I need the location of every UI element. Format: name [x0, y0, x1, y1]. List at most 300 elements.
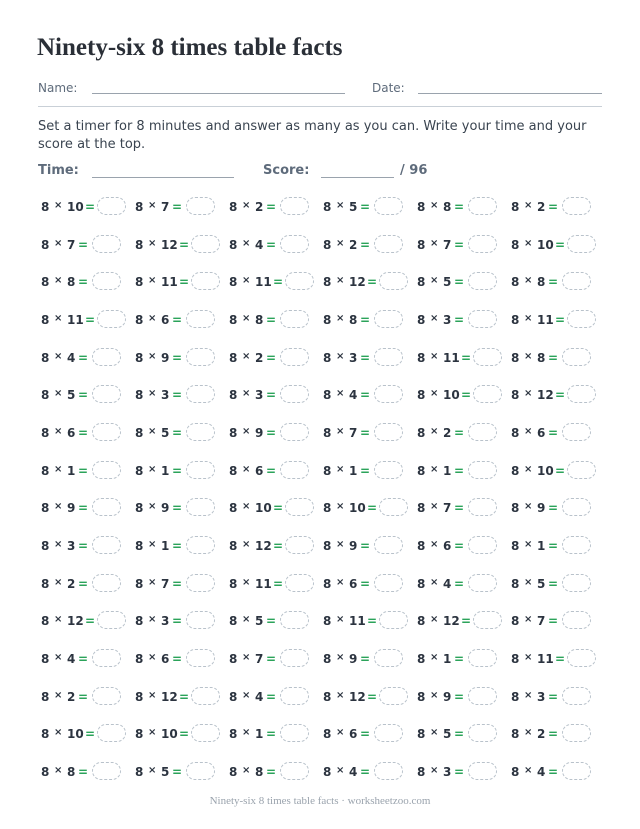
fact-multiplier: 9 [255, 426, 264, 440]
fact-multiplier: 7 [443, 501, 452, 515]
fact-multiplier: 1 [349, 464, 358, 478]
answer-box[interactable] [468, 197, 497, 215]
score-total: / 96 [400, 163, 428, 178]
fact-multiplier: 5 [255, 614, 264, 628]
fact-item [41, 308, 135, 332]
fact-multiplier: 2 [537, 200, 546, 214]
fact-multiplicand: 8 [417, 200, 426, 214]
answer-box[interactable] [562, 272, 591, 290]
times-sign: × [242, 727, 251, 738]
equals-sign: = [266, 727, 277, 741]
equals-sign: = [172, 200, 183, 214]
times-sign: × [336, 614, 345, 625]
fact-multiplicand: 8 [229, 765, 238, 779]
fact-multiplier: 4 [537, 765, 546, 779]
fact-multiplier: 7 [443, 238, 452, 252]
answer-box[interactable] [280, 235, 309, 253]
fact-item [41, 572, 135, 596]
times-sign: × [336, 727, 345, 738]
equals-sign: = [179, 690, 190, 704]
equals-sign: = [78, 577, 89, 591]
time-score-row [38, 162, 602, 182]
times-sign: × [524, 464, 533, 475]
fact-item [135, 534, 229, 558]
fact-item [511, 760, 605, 784]
name-field-line[interactable] [92, 93, 345, 94]
fact-item [229, 609, 323, 633]
fact-multiplicand: 8 [323, 539, 332, 553]
times-sign: × [242, 200, 251, 211]
fact-multiplier: 5 [161, 765, 170, 779]
fact-item [229, 722, 323, 746]
equals-sign: = [454, 539, 465, 553]
times-sign: × [430, 577, 439, 588]
facts-row [41, 270, 606, 294]
equals-sign: = [266, 464, 277, 478]
answer-box[interactable] [92, 574, 121, 592]
times-sign: × [430, 765, 439, 776]
fact-item [511, 496, 605, 520]
fact-multiplier: 12 [255, 539, 272, 553]
fact-item [135, 195, 229, 219]
answer-box[interactable] [468, 461, 497, 479]
answer-box[interactable] [186, 461, 215, 479]
fact-multiplicand: 8 [41, 351, 50, 365]
times-sign: × [430, 275, 439, 286]
equals-sign: = [360, 652, 371, 666]
answer-box[interactable] [97, 197, 126, 215]
fact-multiplier: 4 [443, 577, 452, 591]
fact-multiplier: 10 [67, 200, 84, 214]
fact-multiplier: 10 [67, 727, 84, 741]
facts-row [41, 685, 606, 709]
answer-box[interactable] [186, 649, 215, 667]
times-sign: × [148, 539, 157, 550]
answer-box[interactable] [280, 611, 309, 629]
fact-multiplicand: 8 [511, 275, 520, 289]
times-sign: × [524, 275, 533, 286]
fact-multiplicand: 8 [41, 539, 50, 553]
fact-item [417, 572, 511, 596]
answer-box[interactable] [562, 423, 591, 441]
fact-multiplicand: 8 [417, 577, 426, 591]
answer-box[interactable] [374, 461, 403, 479]
fact-multiplier: 4 [67, 351, 76, 365]
answer-box[interactable] [92, 498, 121, 516]
fact-multiplicand: 8 [323, 577, 332, 591]
fact-item [417, 685, 511, 709]
fact-multiplier: 4 [349, 765, 358, 779]
answer-box[interactable] [92, 272, 121, 290]
answer-box[interactable] [280, 385, 309, 403]
answer-box[interactable] [468, 762, 497, 780]
fact-multiplicand: 8 [417, 313, 426, 327]
fact-multiplier: 12 [443, 614, 460, 628]
times-sign: × [54, 464, 63, 475]
answer-box[interactable] [567, 235, 596, 253]
answer-box[interactable] [186, 536, 215, 554]
answer-box[interactable] [186, 348, 215, 366]
fact-multiplier: 2 [255, 200, 264, 214]
answer-box[interactable] [191, 272, 220, 290]
fact-item [417, 421, 511, 445]
answer-box[interactable] [374, 385, 403, 403]
answer-box[interactable] [186, 423, 215, 441]
answer-box[interactable] [186, 197, 215, 215]
answer-box[interactable] [92, 649, 121, 667]
fact-multiplier: 10 [443, 388, 460, 402]
fact-multiplier: 10 [161, 727, 178, 741]
fact-multiplier: 10 [349, 501, 366, 515]
answer-box[interactable] [186, 574, 215, 592]
fact-multiplier: 10 [537, 238, 554, 252]
answer-box[interactable] [468, 687, 497, 705]
times-sign: × [430, 426, 439, 437]
name-label: Name: [38, 81, 78, 95]
answer-box[interactable] [186, 498, 215, 516]
fact-multiplier: 3 [443, 313, 452, 327]
fact-item [323, 346, 417, 370]
fact-multiplicand: 8 [135, 765, 144, 779]
answer-box[interactable] [473, 611, 502, 629]
answer-box[interactable] [280, 461, 309, 479]
facts-row [41, 459, 606, 483]
equals-sign: = [266, 238, 277, 252]
facts-row [41, 233, 606, 257]
times-sign: × [524, 690, 533, 701]
fact-multiplicand: 8 [41, 577, 50, 591]
answer-box[interactable] [379, 498, 408, 516]
equals-sign: = [172, 765, 183, 779]
fact-multiplier: 4 [255, 690, 264, 704]
fact-multiplicand: 8 [229, 426, 238, 440]
score-field-line[interactable] [321, 177, 394, 178]
times-sign: × [148, 388, 157, 399]
answer-box[interactable] [97, 724, 126, 742]
answer-box[interactable] [562, 536, 591, 554]
equals-sign: = [367, 275, 378, 289]
answer-box[interactable] [567, 310, 596, 328]
times-sign: × [430, 690, 439, 701]
fact-multiplicand: 8 [41, 313, 50, 327]
fact-multiplicand: 8 [323, 501, 332, 515]
answer-box[interactable] [374, 762, 403, 780]
equals-sign: = [85, 200, 96, 214]
answer-box[interactable] [567, 461, 596, 479]
fact-multiplier: 7 [161, 577, 170, 591]
times-sign: × [242, 351, 251, 362]
answer-box[interactable] [374, 724, 403, 742]
times-sign: × [54, 727, 63, 738]
equals-sign: = [548, 200, 559, 214]
answer-box[interactable] [191, 724, 220, 742]
fact-multiplicand: 8 [135, 351, 144, 365]
answer-box[interactable] [468, 649, 497, 667]
times-sign: × [54, 501, 63, 512]
fact-item [511, 647, 605, 671]
fact-multiplier: 7 [537, 614, 546, 628]
fact-multiplicand: 8 [229, 652, 238, 666]
equals-sign: = [172, 501, 183, 515]
answer-box[interactable] [562, 762, 591, 780]
fact-multiplier: 1 [443, 652, 452, 666]
answer-box[interactable] [92, 423, 121, 441]
times-sign: × [336, 690, 345, 701]
answer-box[interactable] [280, 649, 309, 667]
answer-box[interactable] [92, 762, 121, 780]
fact-multiplier: 1 [161, 539, 170, 553]
fact-multiplier: 3 [161, 614, 170, 628]
equals-sign: = [367, 690, 378, 704]
equals-sign: = [360, 351, 371, 365]
fact-item [417, 308, 511, 332]
equals-sign: = [548, 351, 559, 365]
fact-item [511, 270, 605, 294]
times-sign: × [336, 238, 345, 249]
answer-box[interactable] [280, 348, 309, 366]
answer-box[interactable] [379, 611, 408, 629]
fact-multiplicand: 8 [417, 275, 426, 289]
fact-multiplicand: 8 [229, 275, 238, 289]
equals-sign: = [555, 388, 566, 402]
fact-multiplicand: 8 [229, 577, 238, 591]
equals-sign: = [360, 539, 371, 553]
fact-multiplicand: 8 [41, 275, 50, 289]
fact-multiplicand: 8 [323, 275, 332, 289]
answer-box[interactable] [97, 611, 126, 629]
fact-multiplicand: 8 [417, 727, 426, 741]
facts-row [41, 760, 606, 784]
times-sign: × [430, 388, 439, 399]
answer-box[interactable] [374, 235, 403, 253]
fact-item [135, 647, 229, 671]
equals-sign: = [266, 388, 277, 402]
equals-sign: = [454, 765, 465, 779]
fact-multiplier: 11 [67, 313, 84, 327]
facts-row [41, 647, 606, 671]
answer-box[interactable] [562, 348, 591, 366]
fact-item [229, 760, 323, 784]
fact-multiplicand: 8 [41, 200, 50, 214]
fact-multiplicand: 8 [41, 614, 50, 628]
times-sign: × [148, 690, 157, 701]
fact-multiplicand: 8 [417, 501, 426, 515]
times-sign: × [336, 464, 345, 475]
fact-item [229, 233, 323, 257]
answer-box[interactable] [285, 498, 314, 516]
fact-item [41, 421, 135, 445]
fact-multiplicand: 8 [41, 652, 50, 666]
fact-multiplier: 6 [67, 426, 76, 440]
answer-box[interactable] [374, 423, 403, 441]
times-sign: × [524, 238, 533, 249]
answer-box[interactable] [468, 272, 497, 290]
answer-box[interactable] [186, 385, 215, 403]
answer-box[interactable] [285, 536, 314, 554]
fact-multiplicand: 8 [511, 539, 520, 553]
answer-box[interactable] [374, 348, 403, 366]
answer-box[interactable] [562, 197, 591, 215]
fact-item [417, 760, 511, 784]
answer-box[interactable] [379, 272, 408, 290]
answer-box[interactable] [92, 461, 121, 479]
answer-box[interactable] [191, 235, 220, 253]
times-sign: × [54, 539, 63, 550]
answer-box[interactable] [567, 385, 596, 403]
fact-multiplicand: 8 [511, 765, 520, 779]
equals-sign: = [266, 351, 277, 365]
answer-box[interactable] [285, 574, 314, 592]
fact-multiplicand: 8 [323, 464, 332, 478]
fact-multiplicand: 8 [229, 464, 238, 478]
answer-box[interactable] [567, 649, 596, 667]
answer-box[interactable] [374, 197, 403, 215]
fact-multiplier: 4 [349, 388, 358, 402]
answer-box[interactable] [92, 385, 121, 403]
times-sign: × [524, 577, 533, 588]
answer-box[interactable] [468, 310, 497, 328]
fact-multiplicand: 8 [511, 388, 520, 402]
fact-multiplicand: 8 [229, 501, 238, 515]
time-label: Time: [38, 163, 79, 178]
fact-item [323, 421, 417, 445]
answer-box[interactable] [280, 762, 309, 780]
answer-box[interactable] [186, 762, 215, 780]
answer-box[interactable] [92, 687, 121, 705]
fact-multiplier: 10 [255, 501, 272, 515]
equals-sign: = [461, 614, 472, 628]
facts-row [41, 421, 606, 445]
facts-row [41, 308, 606, 332]
answer-box[interactable] [280, 724, 309, 742]
fact-multiplier: 11 [255, 275, 272, 289]
fact-multiplicand: 8 [229, 313, 238, 327]
fact-item [229, 496, 323, 520]
fact-multiplier: 2 [67, 577, 76, 591]
fact-item [511, 383, 605, 407]
times-sign: × [524, 652, 533, 663]
instructions-text: Set a timer for 8 minutes and answer as many as you can. Write your time and your score at the top. [38, 119, 587, 152]
fact-item [323, 685, 417, 709]
answer-box[interactable] [97, 310, 126, 328]
answer-box[interactable] [468, 235, 497, 253]
answer-box[interactable] [280, 197, 309, 215]
answer-box[interactable] [191, 687, 220, 705]
fact-item [323, 195, 417, 219]
answer-box[interactable] [562, 687, 591, 705]
answer-box[interactable] [468, 423, 497, 441]
equals-sign: = [78, 690, 89, 704]
times-sign: × [524, 501, 533, 512]
answer-box[interactable] [468, 574, 497, 592]
date-field-line[interactable] [418, 93, 602, 94]
fact-multiplier: 8 [255, 313, 264, 327]
answer-box[interactable] [92, 536, 121, 554]
times-sign: × [524, 388, 533, 399]
answer-box[interactable] [379, 687, 408, 705]
answer-box[interactable] [562, 574, 591, 592]
fact-item [323, 572, 417, 596]
fact-multiplicand: 8 [229, 690, 238, 704]
fact-multiplicand: 8 [135, 238, 144, 252]
fact-item [41, 647, 135, 671]
equals-sign: = [548, 275, 559, 289]
equals-sign: = [360, 313, 371, 327]
answer-box[interactable] [374, 649, 403, 667]
answer-box[interactable] [473, 348, 502, 366]
fact-multiplier: 6 [537, 426, 546, 440]
fact-multiplier: 6 [161, 652, 170, 666]
equals-sign: = [454, 238, 465, 252]
time-field-line[interactable] [92, 177, 234, 178]
fact-multiplier: 4 [67, 652, 76, 666]
fact-multiplicand: 8 [323, 200, 332, 214]
answer-box[interactable] [280, 423, 309, 441]
answer-box[interactable] [468, 498, 497, 516]
fact-item [323, 534, 417, 558]
answer-box[interactable] [468, 724, 497, 742]
answer-box[interactable] [285, 272, 314, 290]
fact-item [41, 233, 135, 257]
equals-sign: = [555, 652, 566, 666]
facts-row [41, 383, 606, 407]
score-label: Score: [263, 163, 310, 178]
equals-sign: = [78, 275, 89, 289]
answer-box[interactable] [562, 611, 591, 629]
fact-multiplier: 12 [161, 238, 178, 252]
fact-multiplicand: 8 [511, 501, 520, 515]
fact-multiplicand: 8 [417, 351, 426, 365]
equals-sign: = [454, 690, 465, 704]
times-sign: × [430, 727, 439, 738]
answer-box[interactable] [374, 536, 403, 554]
fact-item [229, 346, 323, 370]
fact-multiplier: 5 [443, 727, 452, 741]
answer-box[interactable] [280, 310, 309, 328]
fact-item [511, 609, 605, 633]
times-sign: × [336, 275, 345, 286]
facts-row [41, 572, 606, 596]
facts-row [41, 534, 606, 558]
times-sign: × [430, 464, 439, 475]
answer-box[interactable] [280, 687, 309, 705]
answer-box[interactable] [468, 536, 497, 554]
equals-sign: = [548, 690, 559, 704]
fact-item [229, 534, 323, 558]
answer-box[interactable] [374, 574, 403, 592]
equals-sign: = [266, 690, 277, 704]
answer-box[interactable] [186, 611, 215, 629]
fact-item [323, 760, 417, 784]
fact-multiplier: 3 [161, 388, 170, 402]
equals-sign: = [548, 614, 559, 628]
fact-multiplicand: 8 [511, 313, 520, 327]
answer-box[interactable] [374, 310, 403, 328]
answer-box[interactable] [562, 498, 591, 516]
times-sign: × [524, 200, 533, 211]
fact-item [135, 459, 229, 483]
answer-box[interactable] [473, 385, 502, 403]
fact-item [229, 270, 323, 294]
fact-item [511, 308, 605, 332]
answer-box[interactable] [562, 724, 591, 742]
answer-box[interactable] [92, 348, 121, 366]
times-sign: × [336, 652, 345, 663]
times-sign: × [54, 200, 63, 211]
answer-box[interactable] [186, 310, 215, 328]
fact-multiplicand: 8 [323, 238, 332, 252]
answer-box[interactable] [92, 235, 121, 253]
